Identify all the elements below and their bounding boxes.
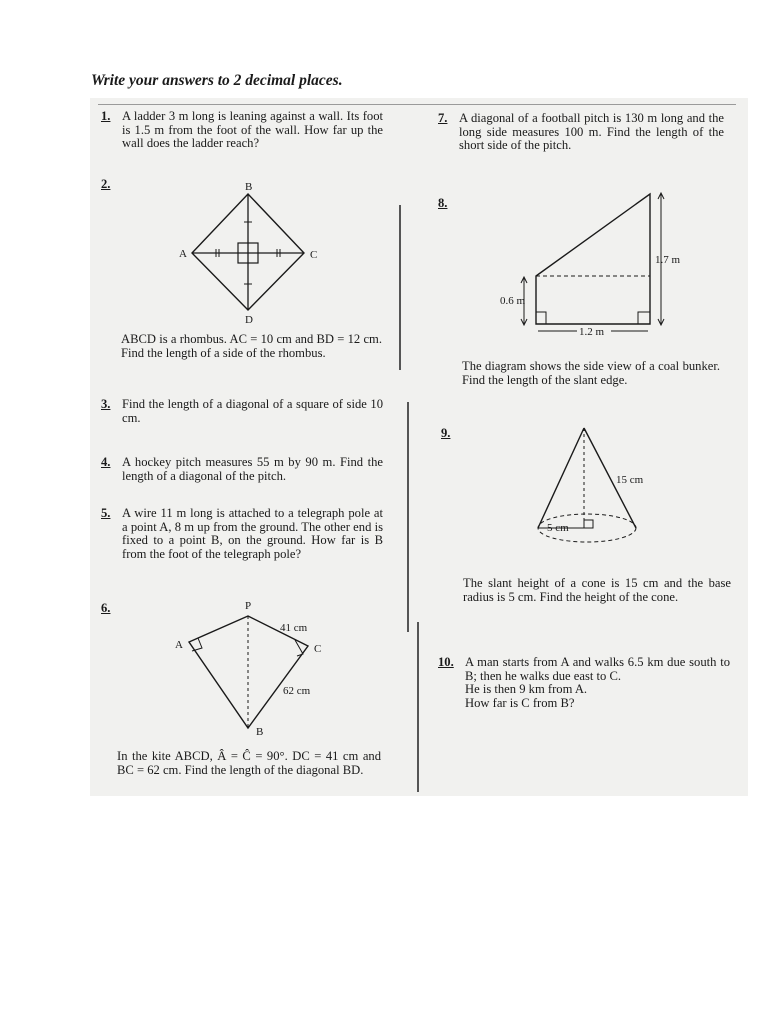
question-text-line-1: A man starts from A and walks 6.5 km due south to B; then he walks due east to C.	[465, 655, 730, 683]
question-2-text: ABCD is a rhombus. AC = 10 cm and BD = 12 cm. Find the length of a side of the rhombus.	[121, 332, 382, 360]
kite-label-dc: 41 cm	[280, 622, 308, 634]
instruction-heading: Write your answers to 2 decimal places.	[91, 72, 343, 89]
question-number: 3.	[101, 397, 111, 411]
cone-label-slant: 15 cm	[616, 474, 644, 486]
question-text: A diagonal of a football pitch is 130 m long and the long side measures 100 m. Find the length of the short side of the pitch.	[459, 111, 724, 153]
question-text: Find the length of a diagonal of a square of side 10 cm.	[122, 397, 383, 425]
bunker-label-width: 1.2 m	[579, 326, 605, 338]
question-number: 5.	[101, 506, 111, 520]
kite-diagram	[170, 598, 340, 740]
column-divider-upper	[399, 205, 401, 370]
question-9-number: 9.	[441, 426, 451, 440]
kite-label-bc: 62 cm	[283, 685, 311, 697]
kite-label-c: C	[314, 643, 322, 655]
question-6-number: 6.	[101, 601, 111, 615]
column-divider-lower	[417, 622, 419, 792]
question-text: A ladder 3 m long is leaning against a wall. Its foot is 1.5 m from the foot of the wall. How far up the wall does the ladder reach?	[122, 109, 383, 151]
kite-label-b: B	[256, 726, 264, 738]
kite-label-a: A	[175, 639, 183, 651]
question-number: 4.	[101, 455, 111, 469]
question-9-text: The slant height of a cone is 15 cm and the base radius is 5 cm. Find the height of the cone.	[463, 576, 731, 604]
cone-label-radius: 5 cm	[547, 522, 569, 534]
question-8-text: The diagram shows the side view of a coal bunker. Find the length of the slant edge.	[462, 359, 720, 387]
question-text-line-2: He is then 9 km from A.	[465, 682, 588, 696]
bunker-label-height-1-7: 1.7 m	[655, 254, 681, 266]
coal-bunker-diagram	[495, 188, 695, 338]
column-divider-middle	[407, 402, 409, 632]
rhombus-label-a: A	[179, 248, 187, 260]
rhombus-label-b: B	[245, 181, 253, 193]
rhombus-label-c: C	[310, 249, 318, 261]
rhombus-diagram	[170, 178, 330, 328]
question-text: A hockey pitch measures 55 m by 90 m. Find the length of a diagonal of the pitch.	[122, 455, 383, 483]
question-number: 1.	[101, 109, 111, 123]
bunker-label-height-0-6: 0.6 m	[500, 295, 526, 307]
question-6-text: In the kite ABCD, Â = Ĉ = 90°. DC = 41 cm and BC = 62 cm. Find the length of the diagonal BD.	[117, 749, 381, 777]
top-rule	[98, 104, 736, 105]
question-number: 7.	[438, 111, 448, 125]
question-2-number: 2.	[101, 177, 111, 191]
question-text-line-3: How far is C from B?	[465, 696, 575, 710]
question-number: 10.	[438, 655, 454, 669]
kite-label-p: P	[245, 600, 252, 612]
cone-diagram	[530, 420, 670, 560]
question-8-number: 8.	[438, 196, 448, 210]
question-text: A wire 11 m long is attached to a telegraph pole at a point A, 8 m up from the ground. The other end is fixed to a point B, on the ground. How far is B from the foot of the telegraph pole?	[122, 506, 383, 561]
rhombus-label-d: D	[245, 314, 253, 326]
